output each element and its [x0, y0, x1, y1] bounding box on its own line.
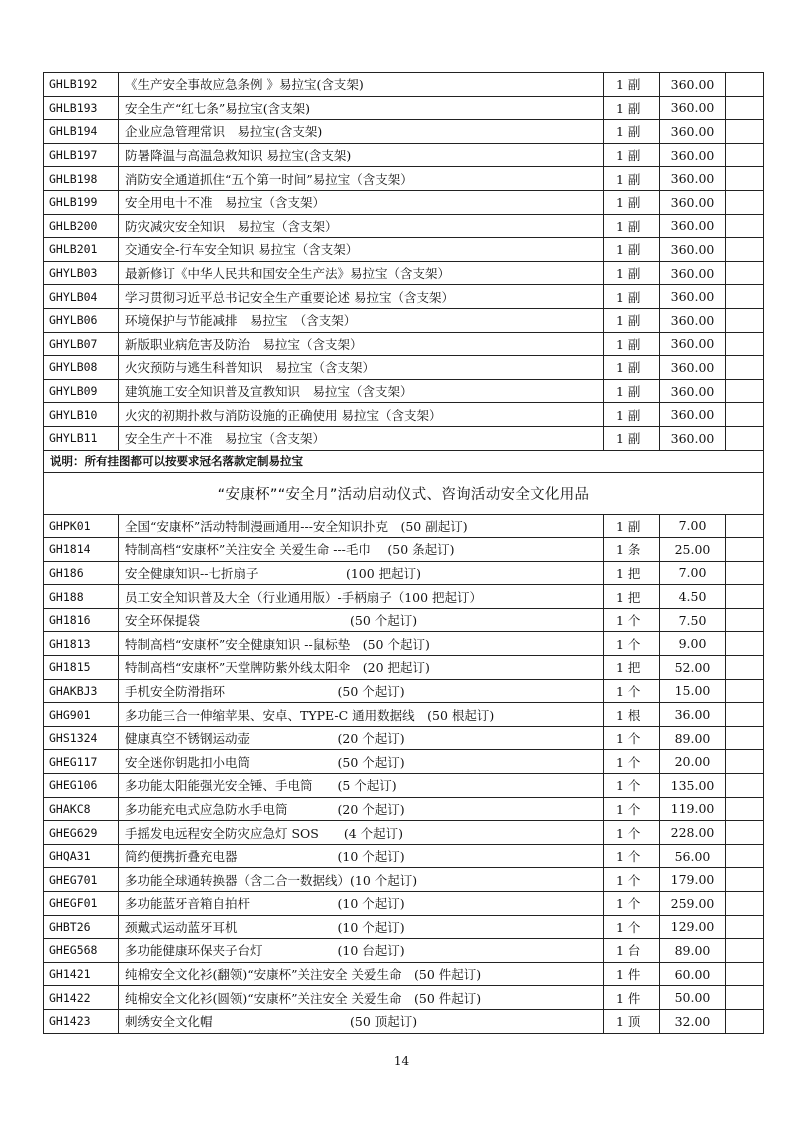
item-description: 手摇发电远程安全防灾应急灯 SOS (4 个起订)	[119, 821, 604, 845]
note-text: 说明：所有挂图都可以按要求冠名落款定制易拉宝	[44, 450, 764, 472]
item-code: GH1422	[44, 986, 119, 1010]
item-unit: 1 副	[604, 214, 660, 238]
item-code: GHLB193	[44, 96, 119, 120]
section-heading-row	[44, 472, 764, 514]
item-price: 360.00	[660, 285, 726, 309]
item-code: GH1815	[44, 656, 119, 680]
item-price: 360.00	[660, 167, 726, 191]
item-code: GHYLB03	[44, 261, 119, 285]
item-code: GHEGF01	[44, 892, 119, 916]
item-unit: 1 副	[604, 238, 660, 262]
item-description: 防灾减灾安全知识 易拉宝（含支架）	[119, 214, 604, 238]
item-code: GH186	[44, 561, 119, 585]
item-code: GHYLB04	[44, 285, 119, 309]
item-unit: 1 副	[604, 379, 660, 403]
item-code: GHLB198	[44, 167, 119, 191]
item-description: 手机安全防滑指环 (50 个起订)	[119, 679, 604, 703]
item-unit: 1 顶	[604, 1009, 660, 1033]
item-code: GHEG701	[44, 868, 119, 892]
item-description: 简约便携折叠充电器 (10 个起订)	[119, 844, 604, 868]
item-price: 135.00	[660, 774, 726, 798]
item-description: 环境保护与节能减排 易拉宝 （含支架）	[119, 308, 604, 332]
item-code: GH188	[44, 585, 119, 609]
empty-cell	[726, 868, 764, 892]
empty-cell	[726, 120, 764, 144]
item-price: 4.50	[660, 585, 726, 609]
item-unit: 1 个	[604, 726, 660, 750]
table-row	[44, 561, 764, 585]
item-price: 20.00	[660, 750, 726, 774]
item-unit: 1 个	[604, 750, 660, 774]
table-row	[44, 261, 764, 285]
table-row	[44, 726, 764, 750]
item-description: 安全生产十不准 易拉宝（含支架）	[119, 426, 604, 450]
item-description: 交通安全-行车安全知识 易拉宝（含支架）	[119, 238, 604, 262]
item-price: 360.00	[660, 143, 726, 167]
item-description: 纯棉安全文化衫(翻领)“安康杯”关注安全 关爱生命 (50 件起订)	[119, 962, 604, 986]
empty-cell	[726, 726, 764, 750]
item-unit: 1 副	[604, 261, 660, 285]
item-code: GHG901	[44, 703, 119, 727]
item-unit: 1 把	[604, 561, 660, 585]
item-description: 纯棉安全文化衫(圆领)“安康杯”关注安全 关爱生命 (50 件起订)	[119, 986, 604, 1010]
item-price: 7.00	[660, 561, 726, 585]
item-description: 健康真空不锈钢运动壶 (20 个起订)	[119, 726, 604, 750]
item-code: GHLB199	[44, 190, 119, 214]
table-row	[44, 379, 764, 403]
empty-cell	[726, 844, 764, 868]
item-code: GH1423	[44, 1009, 119, 1033]
table-row	[44, 426, 764, 450]
item-description: 多功能三合一伸缩苹果、安卓、TYPE-C 通用数据线 (50 根起订)	[119, 703, 604, 727]
empty-cell	[726, 379, 764, 403]
item-unit: 1 副	[604, 167, 660, 191]
table-row	[44, 96, 764, 120]
item-price: 360.00	[660, 96, 726, 120]
empty-cell	[726, 426, 764, 450]
table-row	[44, 214, 764, 238]
empty-cell	[726, 403, 764, 427]
item-description: 多功能充电式应急防水手电筒 (20 个起订)	[119, 797, 604, 821]
table-row	[44, 656, 764, 680]
empty-cell	[726, 632, 764, 656]
item-unit: 1 副	[604, 285, 660, 309]
item-unit: 1 把	[604, 656, 660, 680]
item-price: 7.50	[660, 608, 726, 632]
empty-cell	[726, 561, 764, 585]
table-row	[44, 332, 764, 356]
item-description: 特制高档“安康杯”天堂牌防紫外线太阳伞 (20 把起订)	[119, 656, 604, 680]
item-code: GHQA31	[44, 844, 119, 868]
item-code: GHEG106	[44, 774, 119, 798]
item-description: 颈戴式运动蓝牙耳机 (10 个起订)	[119, 915, 604, 939]
table-row	[44, 608, 764, 632]
table-row	[44, 356, 764, 380]
item-code: GHLB200	[44, 214, 119, 238]
table-row	[44, 167, 764, 191]
item-price: 119.00	[660, 797, 726, 821]
item-description: 多功能健康环保夹子台灯 (10 台起订)	[119, 939, 604, 963]
item-unit: 1 副	[604, 514, 660, 538]
empty-cell	[726, 962, 764, 986]
note-section	[44, 450, 764, 514]
item-unit: 1 副	[604, 426, 660, 450]
empty-cell	[726, 308, 764, 332]
item-unit: 1 个	[604, 797, 660, 821]
table-row	[44, 774, 764, 798]
empty-cell	[726, 73, 764, 97]
table-row	[44, 285, 764, 309]
item-code: GHYLB11	[44, 426, 119, 450]
catalog-sheet	[43, 72, 763, 1034]
item-code: GHEG117	[44, 750, 119, 774]
item-price: 360.00	[660, 426, 726, 450]
item-unit: 1 副	[604, 403, 660, 427]
item-description: 火灾的初期扑救与消防设施的正确使用 易拉宝（含支架）	[119, 403, 604, 427]
item-code: GHEG629	[44, 821, 119, 845]
empty-cell	[726, 238, 764, 262]
item-unit: 1 个	[604, 679, 660, 703]
item-unit: 1 副	[604, 356, 660, 380]
item-unit: 1 个	[604, 844, 660, 868]
item-price: 60.00	[660, 962, 726, 986]
item-price: 360.00	[660, 214, 726, 238]
table-row	[44, 797, 764, 821]
item-unit: 1 根	[604, 703, 660, 727]
table-row	[44, 403, 764, 427]
item-unit: 1 个	[604, 608, 660, 632]
item-price: 360.00	[660, 261, 726, 285]
item-price: 360.00	[660, 190, 726, 214]
item-description: 消防安全通道抓住“五个第一时间”易拉宝（含支架）	[119, 167, 604, 191]
item-unit: 1 个	[604, 774, 660, 798]
table-row	[44, 120, 764, 144]
item-code: GHYLB07	[44, 332, 119, 356]
item-description: 全国“安康杯”活动特制漫画通用---安全知识扑克 (50 副起订)	[119, 514, 604, 538]
empty-cell	[726, 679, 764, 703]
empty-cell	[726, 585, 764, 609]
item-unit: 1 个	[604, 868, 660, 892]
easel-banner-rows	[44, 73, 764, 451]
item-price: 360.00	[660, 332, 726, 356]
item-price: 50.00	[660, 986, 726, 1010]
table-row	[44, 986, 764, 1010]
item-price: 360.00	[660, 403, 726, 427]
table-row	[44, 939, 764, 963]
item-price: 89.00	[660, 726, 726, 750]
section-heading: “安康杯”“安全月”活动启动仪式、咨询活动安全文化用品	[44, 472, 764, 514]
item-code: GHLB194	[44, 120, 119, 144]
item-code: GHBT26	[44, 915, 119, 939]
empty-cell	[726, 285, 764, 309]
page-number: 14	[393, 1054, 410, 1068]
table-row	[44, 585, 764, 609]
table-row	[44, 308, 764, 332]
item-description: 火灾预防与逃生科普知识 易拉宝（含支架）	[119, 356, 604, 380]
empty-cell	[726, 214, 764, 238]
item-price: 360.00	[660, 120, 726, 144]
item-unit: 1 条	[604, 538, 660, 562]
item-description: 安全健康知识--七折扇子 (100 把起订)	[119, 561, 604, 585]
item-code: GHLB192	[44, 73, 119, 97]
item-description: 安全环保提袋 (50 个起订)	[119, 608, 604, 632]
item-description: 安全迷你钥匙扣小电筒 (50 个起订)	[119, 750, 604, 774]
table-row	[44, 1009, 764, 1033]
item-description: 建筑施工安全知识普及宣教知识 易拉宝（含支架）	[119, 379, 604, 403]
item-code: GHLB197	[44, 143, 119, 167]
empty-cell	[726, 96, 764, 120]
item-description: 防暑降温与高温急救知识 易拉宝(含支架)	[119, 143, 604, 167]
item-unit: 1 个	[604, 915, 660, 939]
item-price: 89.00	[660, 939, 726, 963]
item-unit: 1 个	[604, 821, 660, 845]
item-unit: 1 把	[604, 585, 660, 609]
item-code: GHAKC8	[44, 797, 119, 821]
empty-cell	[726, 915, 764, 939]
item-description: 特制高档“安康杯”关注安全 关爱生命 ---毛巾 (50 条起订)	[119, 538, 604, 562]
empty-cell	[726, 821, 764, 845]
table-row	[44, 703, 764, 727]
empty-cell	[726, 750, 764, 774]
empty-cell	[726, 703, 764, 727]
item-unit: 1 件	[604, 986, 660, 1010]
empty-cell	[726, 608, 764, 632]
table-row	[44, 821, 764, 845]
culture-goods-rows	[44, 514, 764, 1033]
table-row	[44, 538, 764, 562]
item-unit: 1 个	[604, 892, 660, 916]
item-code: GHYLB10	[44, 403, 119, 427]
empty-cell	[726, 774, 764, 798]
item-price: 36.00	[660, 703, 726, 727]
item-code: GH1421	[44, 962, 119, 986]
item-description: 刺绣安全文化帽 (50 顶起订)	[119, 1009, 604, 1033]
item-code: GHYLB09	[44, 379, 119, 403]
item-price: 15.00	[660, 679, 726, 703]
table-row	[44, 632, 764, 656]
item-description: 多功能太阳能强光安全锤、手电筒 (5 个起订)	[119, 774, 604, 798]
table-row	[44, 915, 764, 939]
item-unit: 1 个	[604, 632, 660, 656]
table-row	[44, 750, 764, 774]
item-unit: 1 副	[604, 308, 660, 332]
item-price: 360.00	[660, 379, 726, 403]
table-row	[44, 143, 764, 167]
item-price: 360.00	[660, 238, 726, 262]
item-price: 259.00	[660, 892, 726, 916]
empty-cell	[726, 656, 764, 680]
note-row	[44, 450, 764, 472]
item-price: 52.00	[660, 656, 726, 680]
item-description: 企业应急管理常识 易拉宝(含支架)	[119, 120, 604, 144]
item-unit: 1 副	[604, 96, 660, 120]
table-row	[44, 73, 764, 97]
item-price: 32.00	[660, 1009, 726, 1033]
empty-cell	[726, 356, 764, 380]
item-description: 员工安全知识普及大全（行业通用版）-手柄扇子（100 把起订）	[119, 585, 604, 609]
item-unit: 1 副	[604, 120, 660, 144]
empty-cell	[726, 167, 764, 191]
item-description: 安全生产“红七条”易拉宝(含支架)	[119, 96, 604, 120]
item-price: 360.00	[660, 73, 726, 97]
item-unit: 1 件	[604, 962, 660, 986]
item-price: 56.00	[660, 844, 726, 868]
table-row	[44, 514, 764, 538]
item-code: GHPK01	[44, 514, 119, 538]
item-price: 129.00	[660, 915, 726, 939]
item-description: 特制高档“安康杯”安全健康知识 --鼠标垫 (50 个起订)	[119, 632, 604, 656]
item-code: GHYLB06	[44, 308, 119, 332]
table-row	[44, 190, 764, 214]
item-unit: 1 副	[604, 143, 660, 167]
item-description: 多功能全球通转换器（含二合一数据线）(10 个起订)	[119, 868, 604, 892]
item-description: 最新修订《中华人民共和国安全生产法》易拉宝（含支架）	[119, 261, 604, 285]
item-price: 228.00	[660, 821, 726, 845]
empty-cell	[726, 797, 764, 821]
item-code: GH1813	[44, 632, 119, 656]
item-price: 9.00	[660, 632, 726, 656]
empty-cell	[726, 538, 764, 562]
item-description: 《生产安全事故应急条例 》易拉宝(含支架)	[119, 73, 604, 97]
item-description: 新版职业病危害及防治 易拉宝（含支架）	[119, 332, 604, 356]
empty-cell	[726, 1009, 764, 1033]
empty-cell	[726, 986, 764, 1010]
item-code: GHYLB08	[44, 356, 119, 380]
table-row	[44, 892, 764, 916]
item-unit: 1 副	[604, 332, 660, 356]
item-price: 7.00	[660, 514, 726, 538]
empty-cell	[726, 143, 764, 167]
table-row	[44, 679, 764, 703]
item-code: GHEG568	[44, 939, 119, 963]
empty-cell	[726, 261, 764, 285]
item-code: GHLB201	[44, 238, 119, 262]
item-unit: 1 副	[604, 73, 660, 97]
item-description: 多功能蓝牙音箱自拍杆 (10 个起订)	[119, 892, 604, 916]
empty-cell	[726, 514, 764, 538]
empty-cell	[726, 190, 764, 214]
product-price-table	[43, 72, 764, 1034]
item-price: 360.00	[660, 308, 726, 332]
item-description: 安全用电十不准 易拉宝（含支架）	[119, 190, 604, 214]
item-code: GH1816	[44, 608, 119, 632]
item-price: 25.00	[660, 538, 726, 562]
item-unit: 1 台	[604, 939, 660, 963]
item-code: GHS1324	[44, 726, 119, 750]
empty-cell	[726, 939, 764, 963]
table-row	[44, 844, 764, 868]
item-code: GHAKBJ3	[44, 679, 119, 703]
table-row	[44, 238, 764, 262]
item-description: 学习贯彻习近平总书记安全生产重要论述 易拉宝（含支架）	[119, 285, 604, 309]
empty-cell	[726, 332, 764, 356]
table-row	[44, 962, 764, 986]
item-price: 179.00	[660, 868, 726, 892]
item-code: GH1814	[44, 538, 119, 562]
item-price: 360.00	[660, 356, 726, 380]
table-row	[44, 868, 764, 892]
item-unit: 1 副	[604, 190, 660, 214]
empty-cell	[726, 892, 764, 916]
